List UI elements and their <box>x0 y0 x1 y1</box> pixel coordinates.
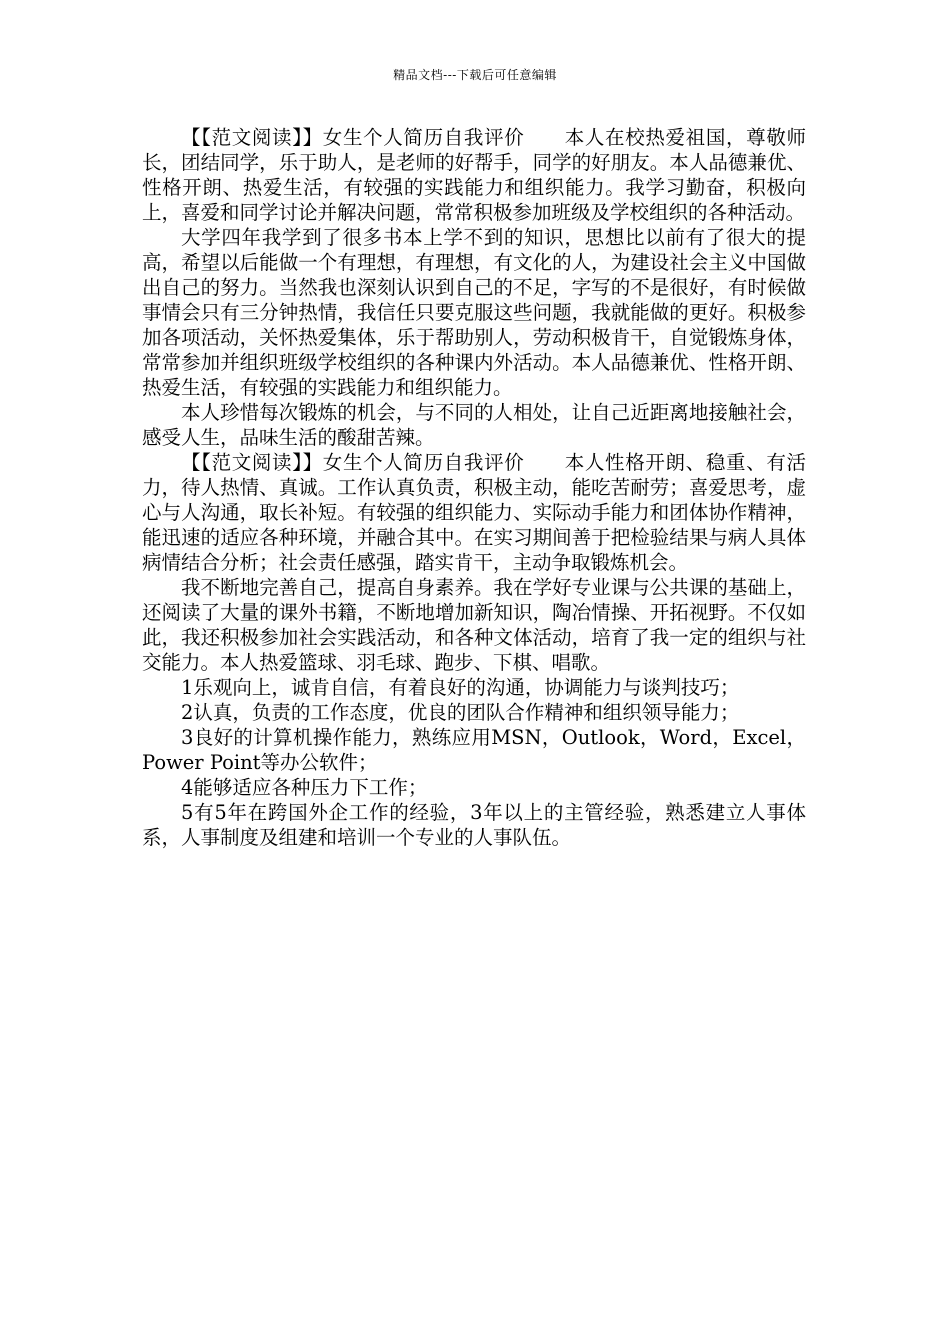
list-item-4: 4能够适应各种压力下工作； <box>181 776 428 799</box>
list-item-3: 3良好的计算机操作能力，熟练应用MSN，Outlook，Word，Excel，Power Point等办公软件； <box>142 726 806 774</box>
paragraph-university: 大学四年我学到了很多书本上学不到的知识，思想比以前有了很大的提高，希望以后能做一个有理想，有理想，有文化的人，为建设社会主义中国做出自己的努力。当然我也深刻认识到自己的不足，字写的不是很好，有时候做事情会只有三分钟热情，我信任只要克服这些问题，我就能做的更好。积极参加各项活动，关怀热爱集体，乐于帮助别人，劳动积极肯干，自觉锻炼身体，常常参加并组织班级学校组织的各种课内外活动。本人品德兼优、性格开朗、热爱生活，有较强的实践能力和组织能力。 <box>142 226 806 399</box>
page-header: 精品文档---下载后可任意编辑 <box>393 68 557 82</box>
paragraph-opportunity: 本人珍惜每次锻炼的机会，与不同的人相处，让自己近距离地接触社会，感受人生，品味生活的酸甜苦辣。 <box>142 401 806 449</box>
document-body <box>142 125 806 850</box>
list-item-1: 1乐观向上，诚肯自信，有着良好的沟通，协调能力与谈判技巧； <box>181 676 740 699</box>
list-item-2: 2认真，负责的工作态度，优良的团队合作精神和组织领导能力； <box>181 701 740 724</box>
paragraph-self-improvement: 我不断地完善自己，提高自身素养。我在学好专业课与公共课的基础上，还阅读了大量的课外书籍，不断地增加新知识，陶冶情操、开拓视野。不仅如此，我还积极参加社会实践活动，和各种文体活动，培育了我一定的组织与社交能力。本人热爱篮球、羽毛球、跑步、下棋、唱歌。 <box>142 576 806 674</box>
paragraph-intro: 【【范文阅读】】女生个人简历自我评价 本人在校热爱祖国，尊敬师长，团结同学，乐于助人，是老师的好帮手，同学的好朋友。本人品德兼优、性格开朗、热爱生活，有较强的实践能力和组织能力。我学习勤奋，积极向上，喜爱和同学讨论并解决问题，常常积极参加班级及学校组织的各种活动。 <box>142 126 806 224</box>
list-item-5: 5有5年在跨国外企工作的经验，3年以上的主管经验，熟悉建立人事体系，人事制度及组建和培训一个专业的人事队伍。 <box>142 801 806 849</box>
paragraph-sample-two: 【【范文阅读】】女生个人简历自我评价 本人性格开朗、稳重、有活力，待人热情、真诚。工作认真负责，积极主动，能吃苦耐劳；喜爱思考，虚心与人沟通，取长补短。有较强的组织能力、实际动手能力和团体协作精神，能迅速的适应各种环境，并融合其中。在实习期间善于把检验结果与病人具体病情结合分析；社会责任感强，踏实肯干，主动争取锻炼机会。 <box>142 451 806 574</box>
